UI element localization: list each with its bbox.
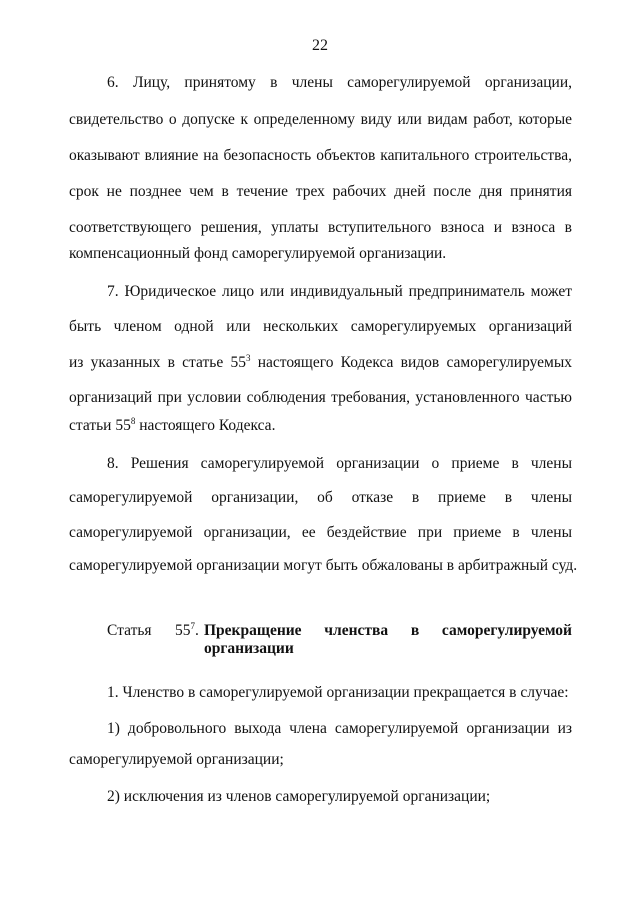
para7-line3	[69, 353, 572, 373]
para8-line4: саморегулируемой организации могут быть обжалованы в арбитражный суд.	[69, 557, 578, 574]
para8-line1: 8. Решения саморегулируемой организации о приеме в члены	[107, 455, 572, 472]
para8-line2: саморегулируемой организации, об отказе в приеме в члены	[69, 489, 572, 506]
para6-line5: соответствующего решения, уплаты вступительного взноса и взноса в	[69, 219, 572, 236]
article-p2-line1: 1) добровольного выхода члена саморегулируемой организации из	[107, 720, 572, 737]
para6-line1: 6. Лицу, принятому в члены саморегулируемой организации,	[107, 74, 572, 91]
para6-line2: свидетельство о допуске к определенному виду или видам работ, которые	[69, 111, 572, 128]
article-title-line2: организации	[204, 640, 294, 657]
para6-line4: срок не позднее чем в течение трех рабочих дней после дня принятия	[69, 183, 572, 200]
page-number: 22	[312, 37, 328, 54]
article-number	[175, 621, 199, 641]
para6-line6: компенсационный фонд саморегулируемой организации.	[69, 245, 447, 262]
article-p2-line2: саморегулируемой организации;	[69, 751, 284, 768]
para7-line3-sup: 3	[245, 353, 251, 363]
para6-line3: оказывают влияние на безопасность объектов капитального строительства,	[69, 147, 572, 164]
para7-line1: 7. Юридическое лицо или индивидуальный предприниматель может	[107, 283, 572, 300]
article-p3: 2) исключения из членов саморегулируемой организации;	[107, 788, 491, 805]
para7-line5-post: настоящего Кодекса.	[135, 417, 276, 434]
para7-line4: организаций при условии соблюдения требования, установленного частью	[69, 389, 572, 406]
article-title-line1: Прекращение членства в саморегулируемой	[204, 622, 572, 639]
article-number-main: 55	[175, 622, 191, 639]
para7-line2: быть членом одной или нескольких саморегулируемых организаций	[69, 318, 572, 335]
para7-line3-post: настоящего Кодекса видов саморегулируемых	[250, 354, 572, 371]
article-p1: 1. Членство в саморегулируемой организации прекращается в случае:	[107, 684, 569, 701]
article-label: Статья	[107, 622, 152, 639]
para7-line5-sup: 8	[130, 416, 136, 426]
para7-line5	[69, 416, 572, 436]
article-number-suffix: .	[195, 622, 199, 639]
para7-line5-pre: статьи 55	[69, 417, 131, 434]
article-number-sup: 7	[190, 621, 195, 631]
para8-line3: саморегулируемой организации, ее бездействие при приеме в члены	[69, 524, 572, 541]
para7-line3-pre: из указанных в статье 55	[69, 354, 246, 371]
